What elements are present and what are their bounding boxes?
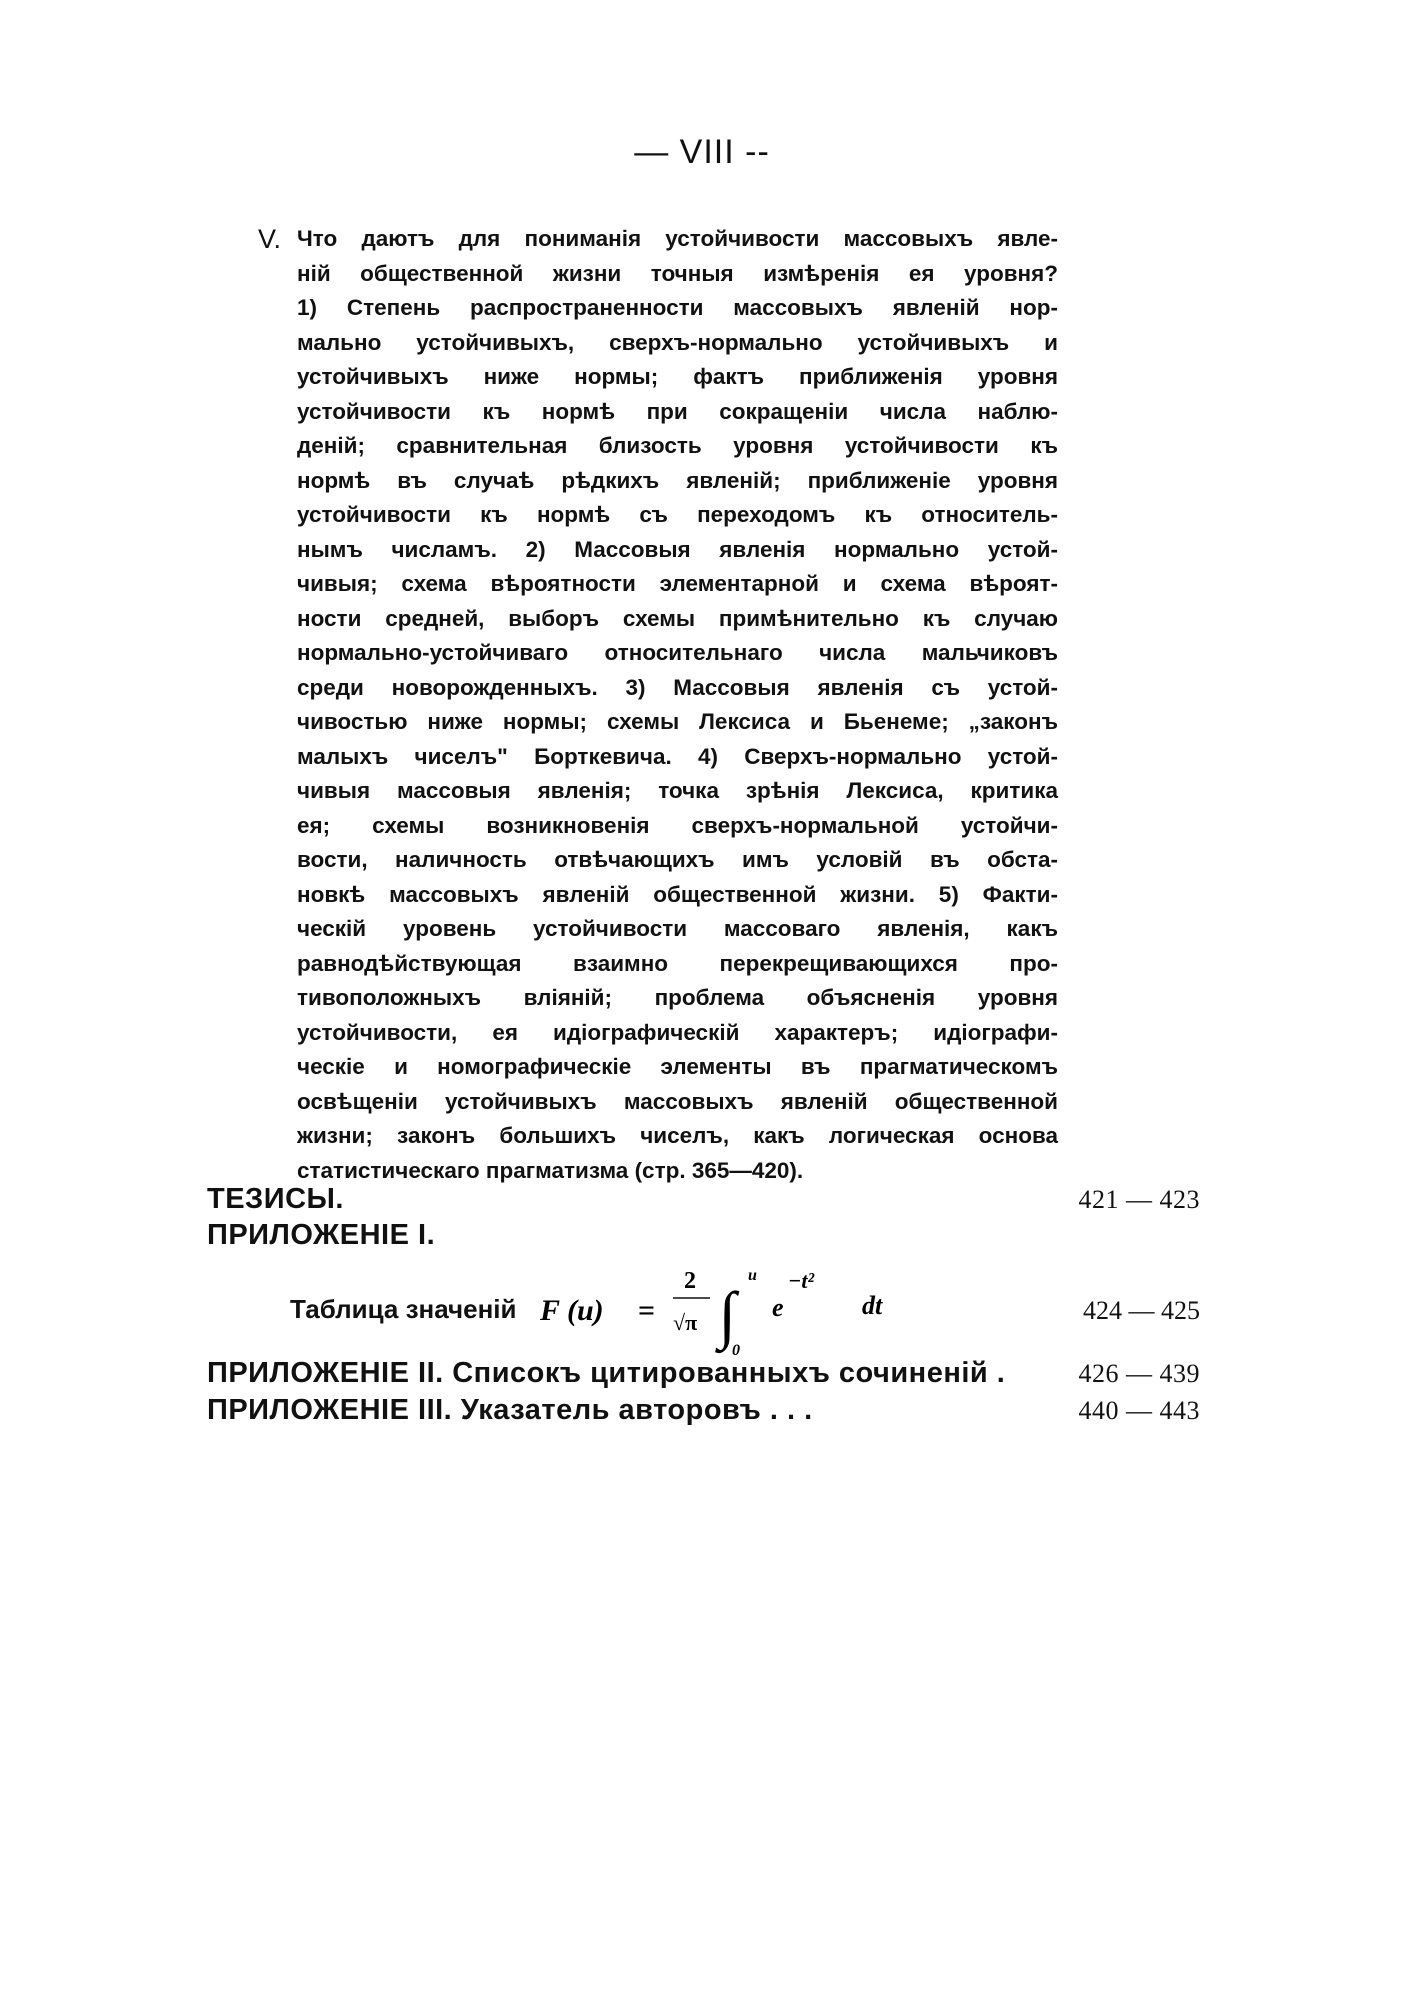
integral-sign: ∫ xyxy=(718,1279,736,1350)
section-line: жизни; законъ большихъ чиселъ, какъ логическая основа xyxy=(297,1123,1058,1148)
toc-label-appendix-1: ПРИЛОЖЕНІЕ I. xyxy=(207,1219,436,1251)
toc-pages-table: 424 — 425 xyxy=(1083,1296,1200,1325)
toc-pages-appendix-3: 440 — 443 xyxy=(1078,1396,1200,1425)
section-line: 1) Степень распространенности массовыхъ явленій нор- xyxy=(297,295,1058,320)
section-line: чивыя; схема вѣроятности элементарной и схема вѣроят- xyxy=(297,571,1058,596)
section-line: чивостью ниже нормы; схемы Лексиса и Бьенеме; „законъ xyxy=(297,709,1058,734)
section-line: нымъ числамъ. 2) Массовыя явленія нормально устой- xyxy=(297,536,1058,562)
toc-entry-table xyxy=(290,1262,1200,1357)
toc-entry-appendix-1 xyxy=(207,1219,1200,1252)
section-line: чивыя массовыя явленія; точка зрѣнія Лексиса, критика xyxy=(297,778,1058,803)
section-line: устойчивости, ея идіографическій характеръ; идіографи- xyxy=(297,1019,1058,1045)
section-number: V. xyxy=(258,224,282,254)
formula-numerator: 2 xyxy=(684,1268,696,1294)
formula-differential: dt xyxy=(862,1291,883,1320)
section-description xyxy=(297,222,1058,1188)
section-line: новкѣ массовыхъ явленій общественной жизни. 5) Факти- xyxy=(297,881,1058,907)
section-line: ности средней, выборъ схемы примѣнительно къ случаю xyxy=(297,605,1058,631)
toc-entry-theses xyxy=(207,1183,1200,1216)
section-line: устойчивыхъ ниже нормы; фактъ приближенія уровня xyxy=(297,364,1058,389)
section-line: среди новорожденныхъ. 3) Массовыя явленія съ устой- xyxy=(297,674,1058,700)
formula-upper-limit: u xyxy=(748,1267,757,1284)
formula-function: F (u) xyxy=(540,1294,604,1327)
toc-label-table: Таблица значеній xyxy=(290,1294,517,1324)
section-line: статистическаго прагматизма (стр. 365—420). xyxy=(297,1157,804,1183)
formula-lower-limit: 0 xyxy=(732,1342,740,1357)
toc-label-appendix-3: ПРИЛОЖЕНІЕ III. Указатель авторовъ . . . xyxy=(207,1394,813,1426)
formula xyxy=(540,1262,940,1357)
section-line: ческіе и номографическіе элементы въ прагматическомъ xyxy=(297,1054,1058,1079)
section-line: Что даютъ для пониманія устойчивости массовыхъ явле- xyxy=(297,226,1058,251)
section-line: тивоположныхъ вліяній; проблема объясненія уровня xyxy=(297,985,1058,1010)
section-line: устойчивости къ нормѣ съ переходомъ къ относитель- xyxy=(297,502,1058,527)
section-line: ея; схемы возникновенія сверхъ-нормальной устойчи- xyxy=(297,812,1058,838)
toc-label-appendix-2: ПРИЛОЖЕНІЕ II. Списокъ цитированныхъ сочиненій . xyxy=(207,1357,1006,1389)
formula-denominator: √π xyxy=(673,1310,698,1335)
section-line: равнодѣйствующая взаимно перекрещивающихся про- xyxy=(297,950,1058,976)
page-number: — VIII -- xyxy=(634,133,770,171)
formula-equals: = xyxy=(638,1294,656,1327)
toc-label-theses: ТЕЗИСЫ. xyxy=(207,1183,344,1215)
section-line: нормѣ въ случаѣ рѣдкихъ явленій; приближеніе уровня xyxy=(297,467,1058,493)
toc-entry-appendix-3 xyxy=(207,1394,1200,1427)
section-line: малыхъ чиселъ" Борткевича. 4) Сверхъ-нормально устой- xyxy=(297,743,1058,769)
section-line: нормально-устойчиваго относительнаго числа мальчиковъ xyxy=(297,640,1058,665)
toc-pages-appendix-2: 426 — 439 xyxy=(1078,1359,1200,1388)
section-line: вости, наличность отвѣчающихъ имъ условій въ обста- xyxy=(297,847,1058,872)
formula-exponent: −t² xyxy=(788,1268,815,1293)
toc-entry-appendix-2 xyxy=(207,1357,1200,1390)
formula-base: e xyxy=(772,1293,784,1322)
section-line: деній; сравнительная близость уровня устойчивости къ xyxy=(297,433,1058,458)
section-line: ній общественной жизни точныя измѣренія ея уровня? xyxy=(297,260,1058,286)
toc-pages-theses: 421 — 423 xyxy=(1078,1185,1200,1214)
section-line: устойчивости къ нормѣ при сокращеніи числа наблю- xyxy=(297,398,1058,424)
section-line: освѣщеніи устойчивыхъ массовыхъ явленій общественной xyxy=(297,1088,1058,1114)
section-line: ческій уровень устойчивости массоваго явленія, какъ xyxy=(297,916,1058,941)
section-line: мально устойчивыхъ, сверхъ-нормально устойчивыхъ и xyxy=(297,329,1058,355)
